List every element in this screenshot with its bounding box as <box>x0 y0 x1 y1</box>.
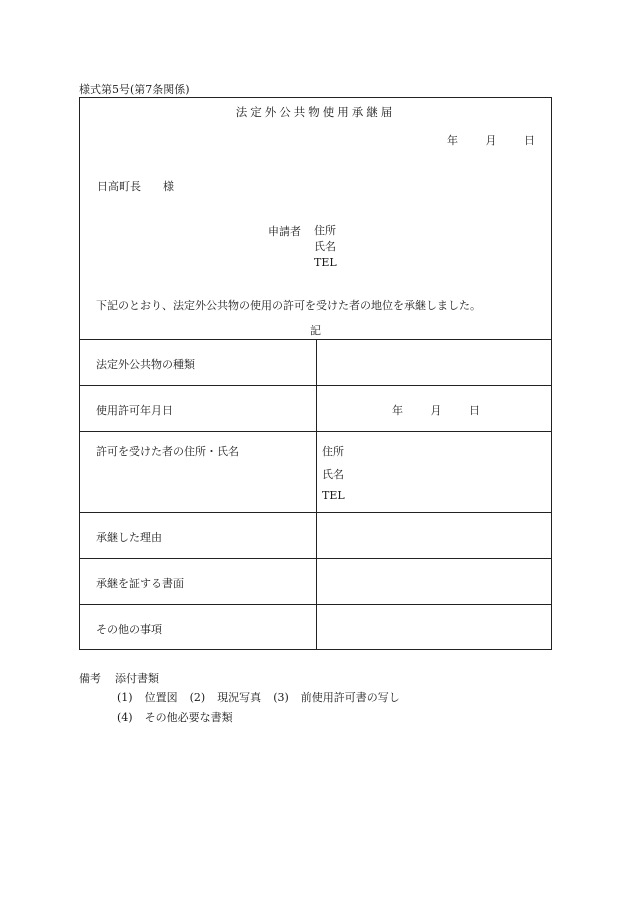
other-label: その他の事項 <box>96 623 162 636</box>
notes-item-num: (2) <box>189 691 206 704</box>
notes-subtitle: 添付書類 <box>115 672 159 685</box>
form-number-label: 様式第5号(第7条関係) <box>79 83 190 96</box>
permittee-address-label: 住所 <box>322 445 344 458</box>
table-row-reason <box>80 512 551 559</box>
permit-year: 年 <box>392 404 403 417</box>
reason-label: 承継した理由 <box>96 531 162 544</box>
notes-title: 備考 <box>79 672 101 685</box>
statement-text: 下記のとおり、法定外公共物の使用の許可を受けた者の地位を承継しました。 <box>96 299 481 312</box>
notes-item-text: 前使用許可書の写し <box>300 691 400 704</box>
applicant-address-label: 住所 <box>314 224 336 237</box>
proof-label: 承継を証する書面 <box>96 577 184 590</box>
table-row-permit-date <box>80 385 551 432</box>
addressee-name: 日高町長 <box>97 180 141 193</box>
type-label: 法定外公共物の種類 <box>96 358 195 371</box>
notes-item-num: (1) <box>117 691 133 704</box>
notes-item-num: (4) <box>117 711 133 724</box>
permit-date-value <box>392 402 480 418</box>
addressee-honorific: 様 <box>163 180 174 193</box>
ki-heading: 記 <box>310 324 321 337</box>
date-year: 年 <box>447 134 458 147</box>
submission-date <box>447 132 535 148</box>
date-month: 月 <box>485 134 497 147</box>
applicant-tel-label: TEL <box>314 256 337 269</box>
permittee-tel-label: TEL <box>322 489 345 502</box>
notes-heading <box>79 670 159 686</box>
table-row-other <box>80 604 551 650</box>
permit-date-label: 使用許可年月日 <box>96 404 173 417</box>
form-frame <box>79 97 552 650</box>
notes-item-text: 位置図 <box>144 691 178 704</box>
permittee-label: 許可を受けた者の住所・氏名 <box>96 445 239 458</box>
applicant-name-label: 氏名 <box>314 240 336 253</box>
notes-line-2 <box>117 709 245 725</box>
notes-line-1 <box>117 689 412 705</box>
document-title: 法定外公共物使用承継届 <box>235 105 396 119</box>
addressee <box>97 178 174 194</box>
notes-item-text: その他必要な書類 <box>144 711 233 724</box>
permit-month: 月 <box>430 404 442 417</box>
date-day: 日 <box>524 134 535 147</box>
table-row-permittee <box>80 431 551 513</box>
table-row-type <box>80 339 551 386</box>
table-row-proof <box>80 558 551 605</box>
applicant-label: 申請者 <box>268 225 301 238</box>
permittee-name-label: 氏名 <box>322 468 344 481</box>
notes-item-num: (3) <box>273 691 289 704</box>
notes-item-text: 現況写真 <box>217 691 262 704</box>
permit-day: 日 <box>469 404 480 417</box>
